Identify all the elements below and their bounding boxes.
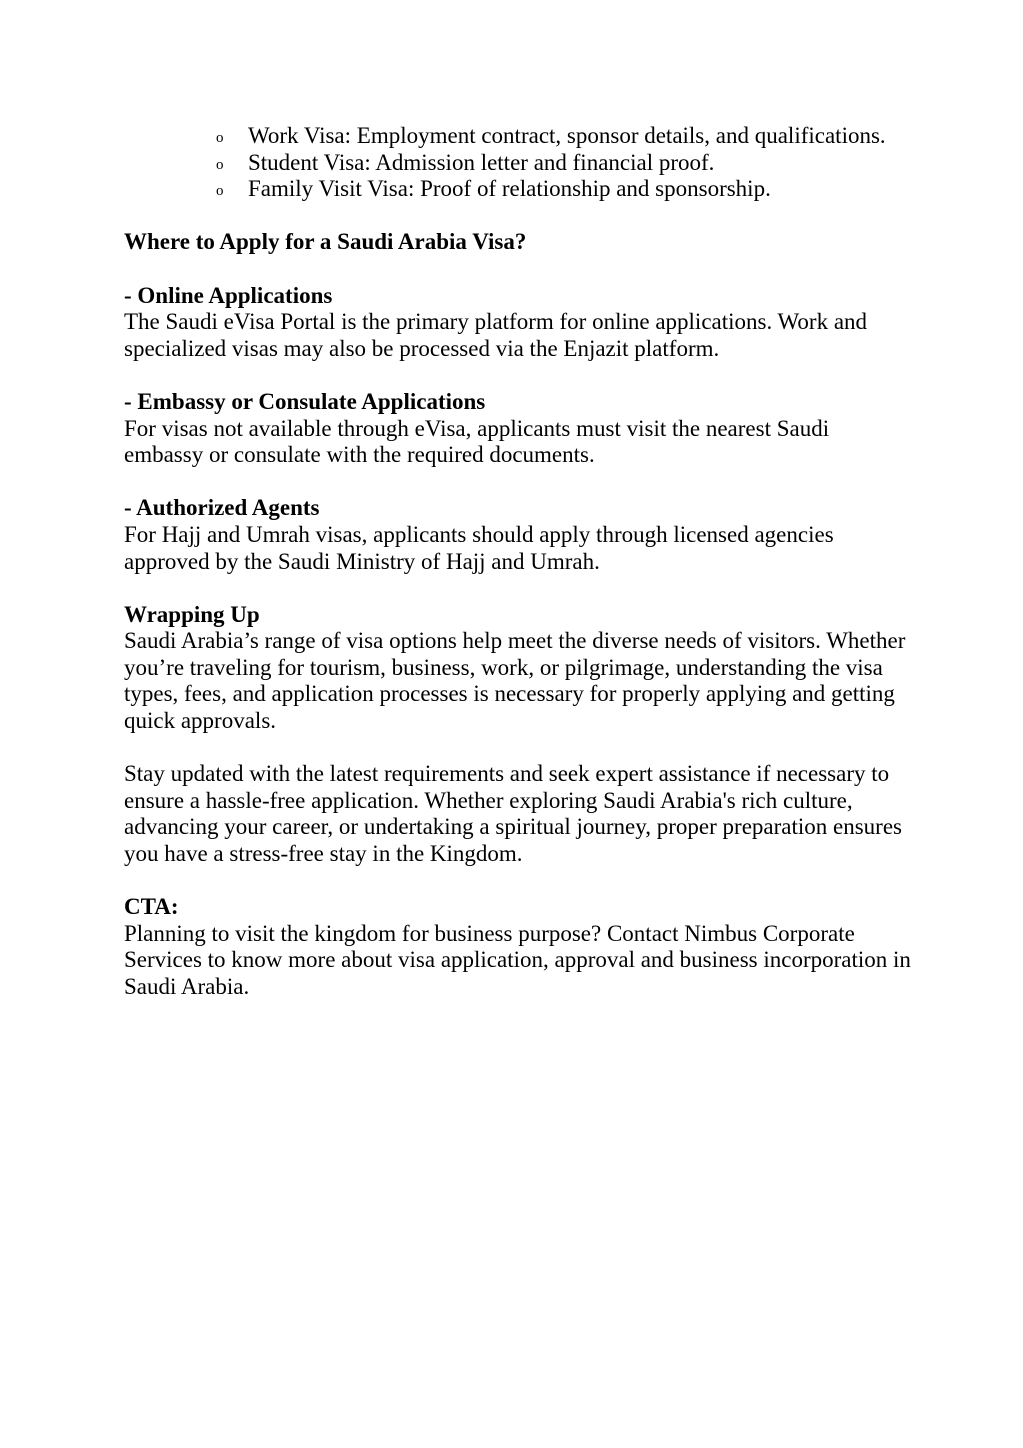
- list-item-text: Student Visa: Admission letter and financial proof.: [248, 149, 715, 175]
- cta-heading: CTA:: [124, 894, 179, 920]
- cta-text: Planning to visit the kingdom for business purpose? Contact Nimbus Corporate Services to know more about visa application, approval and business incorporation in Saudi Arabia.: [124, 920, 911, 999]
- wrapping-up-heading: Wrapping Up: [124, 601, 260, 627]
- list-item: [124, 176, 914, 203]
- spacer: [124, 575, 914, 602]
- spacer: [124, 203, 914, 230]
- list-item: [124, 150, 914, 177]
- bullet-circle-icon: o: [216, 183, 224, 200]
- embassy-applications-heading: - Embassy or Consulate Applications: [124, 388, 486, 414]
- spacer: [124, 362, 914, 389]
- list-item-text: Work Visa: Employment contract, sponsor details, and qualifications.: [248, 123, 886, 148]
- spacer: [124, 868, 914, 895]
- where-to-apply-heading: Where to Apply for a Saudi Arabia Visa?: [124, 229, 527, 255]
- spacer: [124, 256, 914, 283]
- embassy-applications-text: For visas not available through eVisa, applicants must visit the nearest Saudi embassy or consulate with the required documents.: [124, 415, 830, 468]
- authorized-agents-heading: - Authorized Agents: [124, 495, 320, 521]
- list-item-text: Family Visit Visa: Proof of relationship and sponsorship.: [248, 176, 771, 202]
- visa-document-list: [124, 123, 914, 203]
- authorized-agents-text: For Hajj and Umrah visas, applicants should apply through licensed agencies approved by the Saudi Ministry of Hajj and Umrah.: [124, 521, 834, 574]
- spacer: [124, 735, 914, 762]
- bullet-circle-icon: o: [216, 156, 224, 173]
- online-applications-text: The Saudi eVisa Portal is the primary platform for online applications. Work and specialized visas may also be processed via the Enjazit platform.: [124, 309, 868, 361]
- bullet-circle-icon: o: [216, 130, 224, 146]
- list-item: [124, 123, 914, 150]
- spacer: [124, 469, 914, 496]
- document-page: [124, 123, 914, 1001]
- stay-updated-text: Stay updated with the latest requirements and seek expert assistance if necessary to ensure a hassle-free application. Whether exploring Saudi Arabia's rich culture, advancing your career, or undertaking a spiritual journey, proper preparation ensures you have a stress-free stay in the Kingdom.: [124, 761, 903, 867]
- wrapping-up-text: Saudi Arabia’s range of visa options help meet the diverse needs of visitors. Whether you’re traveling for tourism, business, work, or pilgrimage, understanding the visa types, fees, and application processes is necessary for properly applying and getting quick approvals.: [124, 628, 906, 734]
- online-applications-heading: - Online Applications: [124, 282, 333, 308]
